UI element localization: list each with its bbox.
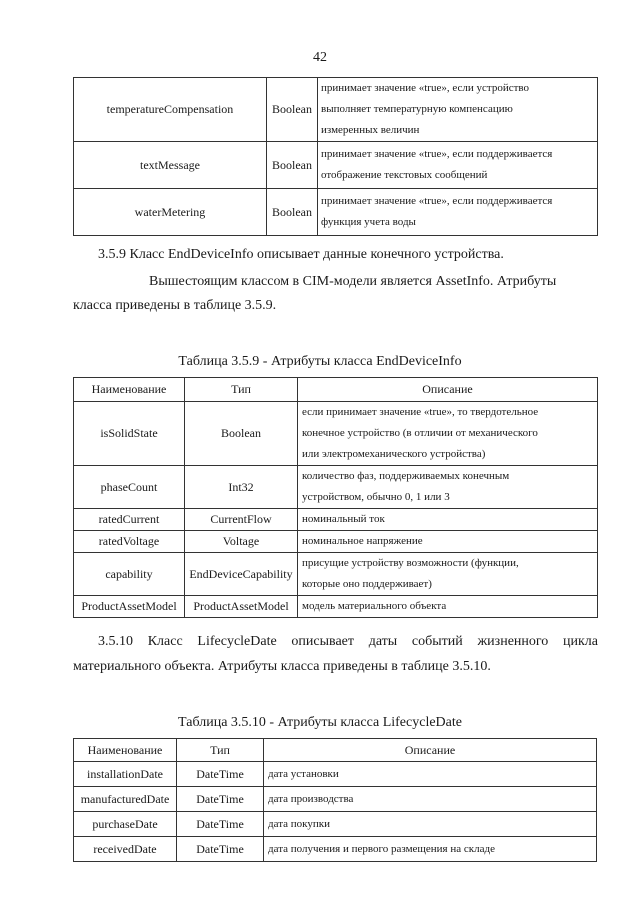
header-type: Тип (185, 378, 298, 402)
page-number: 42 (313, 50, 327, 65)
cell-desc (318, 142, 598, 189)
desc-line: конечное устройство (в отличии от механического (302, 427, 538, 439)
section-3-5-9-heading: 3.5.9 Класс EndDeviceInfo описывает данные конечного устройства. (98, 247, 504, 262)
section-3-5-9-text-cont: класса приведены в таблице 3.5.9. (73, 298, 277, 313)
table-top (73, 77, 598, 236)
cell-type: ProductAssetModel (185, 596, 298, 618)
header-desc: Описание (298, 378, 598, 402)
table-3-5-10 (73, 738, 597, 862)
header-type: Тип (177, 739, 264, 762)
cell-type: Boolean (267, 78, 318, 142)
cell-name: textMessage (74, 142, 267, 189)
desc-line: или электромеханического устройства) (302, 448, 486, 460)
desc-line: номинальное напряжение (302, 535, 423, 547)
cell-desc: дата установки (264, 762, 597, 787)
table-row (74, 787, 597, 812)
cell-name: manufacturedDate (74, 787, 177, 812)
header-name: Наименование (74, 739, 177, 762)
cell-name: installationDate (74, 762, 177, 787)
desc-line: принимает значение «true», если поддерживается (321, 148, 553, 160)
desc-line: устройством, обычно 0, 1 или 3 (302, 491, 450, 503)
cell-desc (298, 509, 598, 531)
table-row (74, 762, 597, 787)
cell-desc: дата производства (264, 787, 597, 812)
table-row (74, 509, 598, 531)
table-row (74, 78, 598, 142)
desc-line: которые оно поддерживает) (302, 578, 432, 590)
cell-desc (298, 553, 598, 596)
cell-type: DateTime (177, 787, 264, 812)
table-3-5-9-caption: Таблица 3.5.9 - Атрибуты класса EndDeviceInfo (178, 354, 462, 369)
table-3-5-9 (73, 377, 598, 618)
desc-line: отображение текстовых сообщений (321, 169, 488, 181)
cell-name: isSolidState (74, 402, 185, 466)
header-desc: Описание (264, 739, 597, 762)
table-row (74, 189, 598, 236)
desc-line: модель материального объекта (302, 600, 447, 612)
cell-desc (298, 466, 598, 509)
cell-desc (318, 78, 598, 142)
desc-line: присущие устройству возможности (функции, (302, 557, 519, 569)
cell-type: DateTime (177, 762, 264, 787)
desc-line: номинальный ток (302, 513, 385, 525)
header-name: Наименование (74, 378, 185, 402)
cell-name: capability (74, 553, 185, 596)
cell-type: Boolean (267, 142, 318, 189)
table-row (74, 142, 598, 189)
cell-type: EndDeviceCapability (185, 553, 298, 596)
table-row (74, 466, 598, 509)
table-3-5-10-caption: Таблица 3.5.10 - Атрибуты класса LifecycleDate (178, 715, 462, 730)
cell-type: Boolean (185, 402, 298, 466)
cell-type: Boolean (267, 189, 318, 236)
section-3-5-9-text: Вышестоящим классом в CIM-модели является AssetInfo. Атрибуты (149, 274, 557, 289)
desc-line: принимает значение «true», если устройство (321, 82, 530, 94)
desc-line: функция учета воды (321, 216, 416, 228)
cell-desc: дата покупки (264, 812, 597, 837)
table-row (74, 531, 598, 553)
cell-type: Voltage (185, 531, 298, 553)
cell-name: ratedCurrent (74, 509, 185, 531)
table-header-row (74, 739, 597, 762)
table-row (74, 837, 597, 862)
table-row (74, 402, 598, 466)
cell-name: waterMetering (74, 189, 267, 236)
desc-line: выполняет температурную компенсацию (321, 103, 513, 115)
desc-line: количество фаз, поддерживаемых конечным (302, 470, 510, 482)
cell-name: temperatureCompensation (74, 78, 267, 142)
cell-name: ratedVoltage (74, 531, 185, 553)
cell-desc (318, 189, 598, 236)
section-3-5-10-heading: 3.5.10 Класс LifecycleDate описывает даты событий жизненного цикла (98, 634, 598, 649)
cell-desc (298, 531, 598, 553)
cell-type: DateTime (177, 812, 264, 837)
section-3-5-10-text: материального объекта. Атрибуты класса приведены в таблице 3.5.10. (73, 659, 491, 674)
cell-name: receivedDate (74, 837, 177, 862)
table-row (74, 553, 598, 596)
cell-name: phaseCount (74, 466, 185, 509)
cell-name: purchaseDate (74, 812, 177, 837)
table-row (74, 596, 598, 618)
table-row (74, 812, 597, 837)
cell-desc (298, 596, 598, 618)
cell-type: CurrentFlow (185, 509, 298, 531)
cell-desc (298, 402, 598, 466)
desc-line: если принимает значение «true», то твердотельное (302, 406, 539, 418)
cell-name: ProductAssetModel (74, 596, 185, 618)
cell-desc: дата получения и первого размещения на складе (264, 837, 597, 862)
table-header-row (74, 378, 598, 402)
desc-line: измеренных величин (321, 124, 420, 136)
desc-line: принимает значение «true», если поддерживается (321, 195, 553, 207)
cell-type: DateTime (177, 837, 264, 862)
cell-type: Int32 (185, 466, 298, 509)
